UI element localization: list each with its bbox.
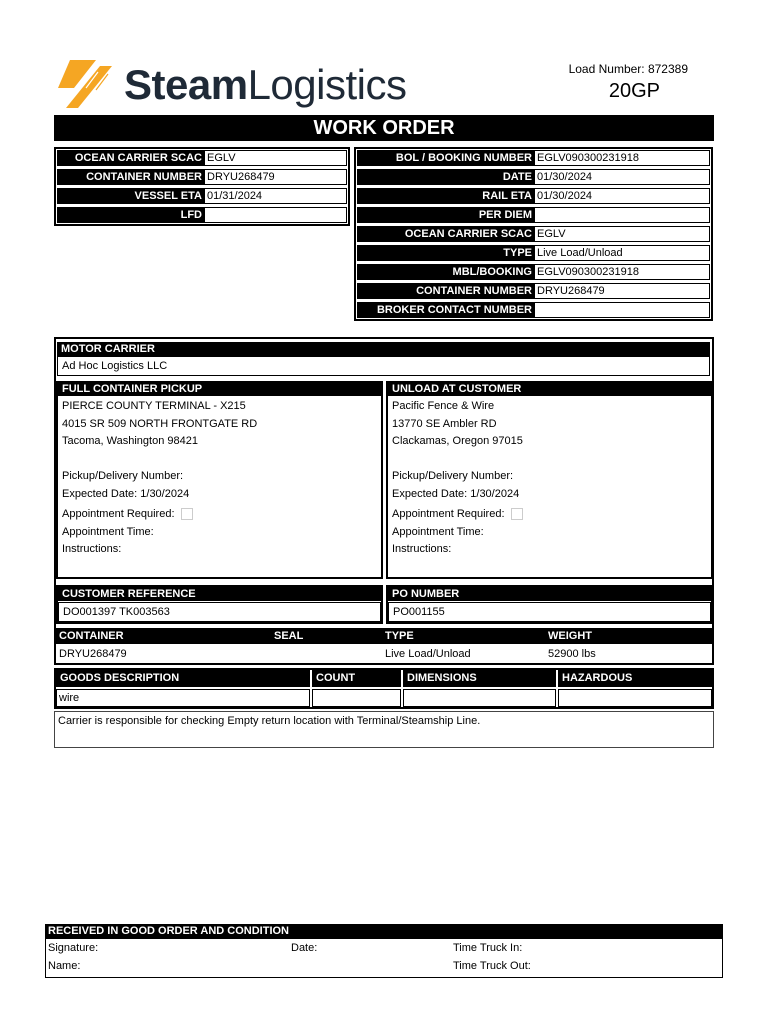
right-field-label: BOL / BOOKING NUMBER [357,150,534,166]
right-field-label: RAIL ETA [357,188,534,204]
right-field-row [357,245,710,261]
right-field-label: TYPE [357,245,534,261]
carrier-note: Carrier is responsible for checking Empty return location with Terminal/Steamship Line. [54,711,714,748]
pickup-name: PIERCE COUNTY TERMINAL - X215 [62,400,246,412]
unload-street: 13770 SE Ambler RD [392,417,497,430]
spacer [388,451,708,469]
motor-carrier-header: MOTOR CARRIER [57,342,710,356]
unload-appointment-checkbox[interactable] [511,508,523,520]
po-number-value: PO001155 [388,602,711,622]
customer-reference-value: DO001397 TK003563 [58,602,381,622]
pickup-street: 4015 SR 509 NORTH FRONTGATE RD [62,417,258,430]
left-field-row [57,188,347,204]
right-field-value: 01/30/2024 [534,169,710,185]
right-field-row [357,226,710,242]
type-cell: Live Load/Unload [385,648,471,660]
unload-expected-date: Expected Date: 1/30/2024 [392,487,520,500]
pickup-instructions: Instructions: [62,543,122,555]
name-label: Name: [48,960,81,972]
right-field-label: MBL/BOOKING [357,264,534,280]
left-field-row [57,169,347,185]
time-truck-out-label: Time Truck Out: [453,960,531,972]
left-field-row [57,207,347,223]
right-field-row [357,283,710,299]
container-table-header [56,628,712,644]
pickup-appointment-required-label: Appointment Required: [62,508,175,520]
left-field-value: 01/31/2024 [204,188,347,204]
goods-description-cell: wire [56,689,310,707]
right-field-value: EGLV [534,226,710,242]
unload-appointment-required [388,506,708,524]
left-field-label: OCEAN CARRIER SCAC [57,150,204,166]
pickup-appointment-checkbox[interactable] [181,508,193,520]
right-field-value [534,207,710,223]
unload-instructions: Instructions: [392,543,452,555]
unload-city: Clackamas, Oregon 97015 [392,435,523,447]
hazardous-cell [558,689,712,707]
unload-appointment-time: Appointment Time: [392,525,484,538]
steam-logo-icon [56,58,114,110]
right-field-value: DRYU268479 [534,283,710,299]
right-field-row [357,188,710,204]
unload-pd-number: Pickup/Delivery Number: [392,470,514,482]
left-field-value [204,207,347,223]
count-header: COUNT [312,670,401,687]
right-field-row [357,207,710,223]
signature-label: Signature: [48,942,99,954]
pickup-pd-number: Pickup/Delivery Number: [62,470,184,482]
right-field-label: CONTAINER NUMBER [357,283,534,299]
right-field-label: PER DIEM [357,207,534,223]
right-field-label: BROKER CONTACT NUMBER [357,302,534,318]
spacer [58,451,378,469]
pickup-details [58,398,378,559]
weight-col-header: WEIGHT [548,630,592,642]
right-field-value: 01/30/2024 [534,188,710,204]
container-cell: DRYU268479 [59,648,127,660]
left-field-value: DRYU268479 [204,169,347,185]
right-field-row [357,150,710,166]
load-number: Load Number: 872389 [568,62,688,76]
left-field-label: VESSEL ETA [57,188,204,204]
pickup-expected-date: Expected Date: 1/30/2024 [62,487,190,500]
container-table-row [56,645,712,663]
left-field-row [57,150,347,166]
dimensions-cell [403,689,556,707]
motor-carrier-value: Ad Hoc Logistics LLC [57,356,710,376]
date-label: Date: [291,942,318,954]
dimensions-header: DIMENSIONS [403,670,556,687]
right-field-value: Live Load/Unload [534,245,710,261]
pickup-appointment-required [58,506,378,524]
pickup-header: FULL CONTAINER PICKUP [58,382,381,396]
right-field-value: EGLV090300231918 [534,150,710,166]
weight-cell: 52900 lbs [548,648,596,660]
customer-reference-header: CUSTOMER REFERENCE [58,587,381,601]
right-field-value [534,302,710,318]
time-truck-in-label: Time Truck In: [453,942,523,954]
pickup-city: Tacoma, Washington 98421 [62,435,198,447]
right-field-label: OCEAN CARRIER SCAC [357,226,534,242]
brand-name: SteamLogistics [124,61,407,108]
received-header: RECEIVED IN GOOD ORDER AND CONDITION [45,924,723,939]
type-col-header: TYPE [385,630,414,642]
container-size: 20GP [608,80,660,102]
container-col-header: CONTAINER [59,630,124,642]
count-cell [312,689,401,707]
right-field-row [357,264,710,280]
left-field-label: CONTAINER NUMBER [57,169,204,185]
unload-appointment-required-label: Appointment Required: [392,508,505,520]
right-field-row [357,302,710,318]
right-field-label: DATE [357,169,534,185]
hazardous-header: HAZARDOUS [558,670,712,687]
left-field-label: LFD [57,207,204,223]
right-field-row [357,169,710,185]
unload-name: Pacific Fence & Wire [392,400,495,412]
seal-col-header: SEAL [274,630,304,642]
unload-header: UNLOAD AT CUSTOMER [388,382,711,396]
po-number-header: PO NUMBER [388,587,711,601]
goods-description-header: GOODS DESCRIPTION [56,670,310,687]
left-field-value: EGLV [204,150,347,166]
right-field-value: EGLV090300231918 [534,264,710,280]
pickup-appointment-time: Appointment Time: [62,525,154,538]
page-title: WORK ORDER [54,115,714,141]
unload-details [388,398,708,559]
